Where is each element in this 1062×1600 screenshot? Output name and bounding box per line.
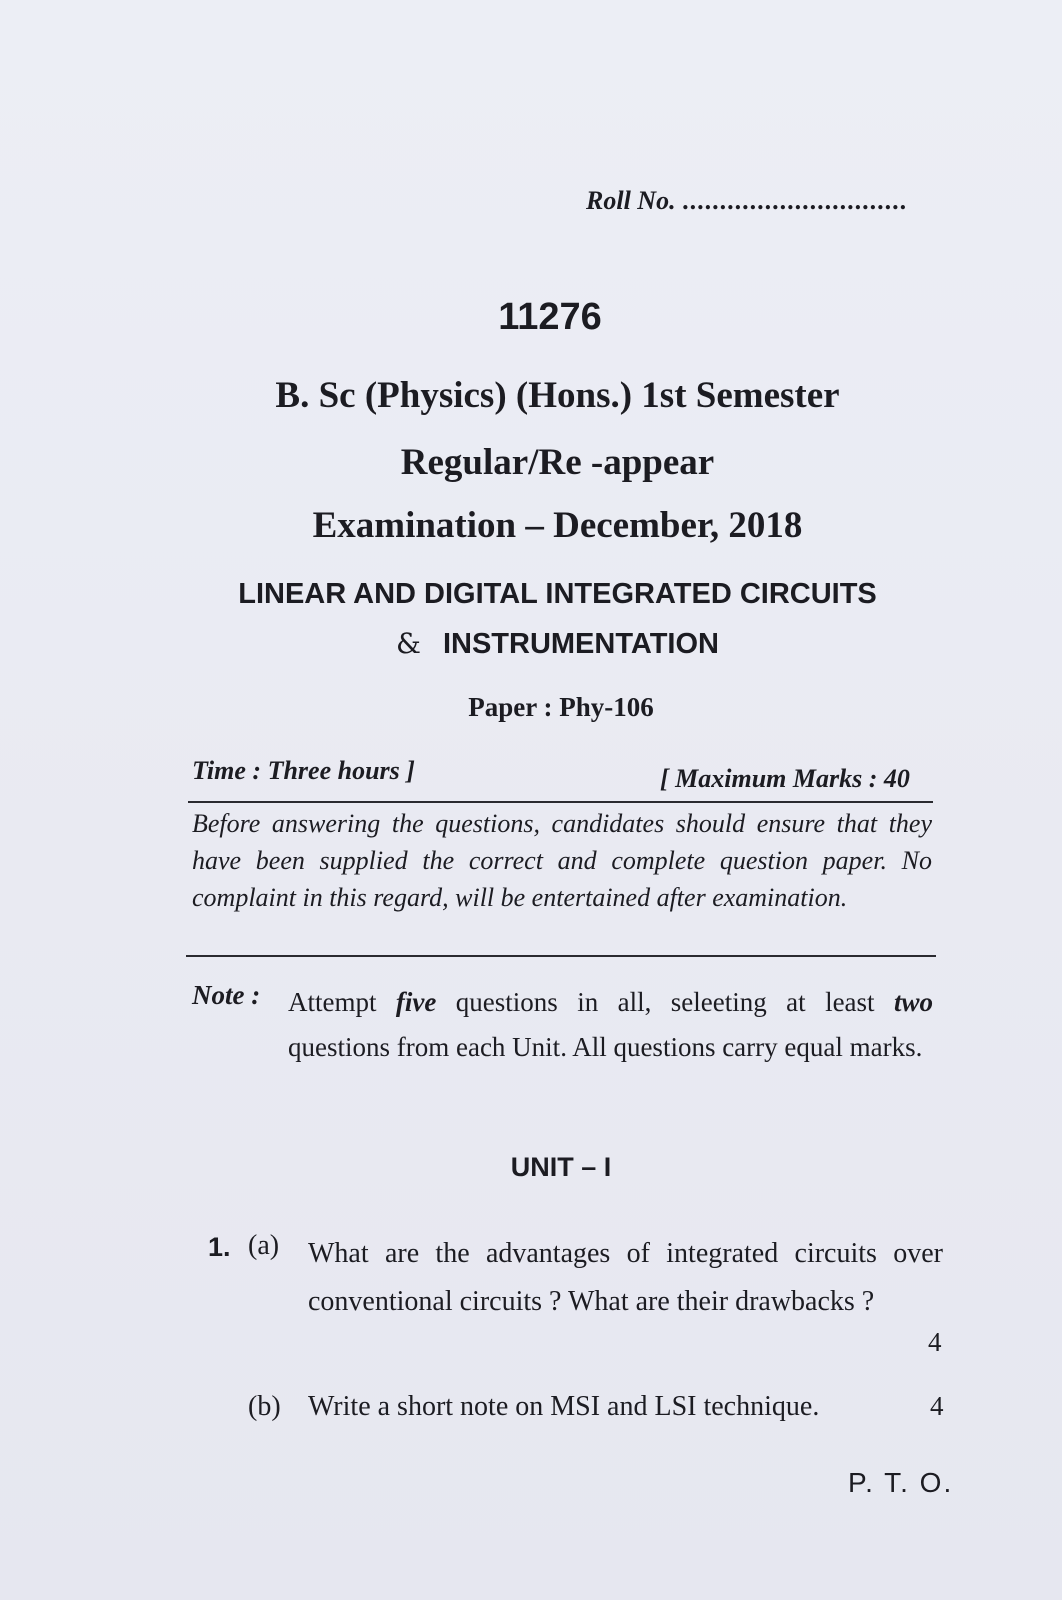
divider-bottom	[186, 955, 936, 957]
roll-number-blank: ..............................	[682, 186, 908, 215]
paper-code: 11276	[498, 296, 602, 338]
note-text-part: questions from each Unit. All questions carry equal marks.	[288, 1032, 923, 1062]
subject-title-text: INSTRUMENTATION	[442, 628, 719, 660]
subject-title-line2	[0, 627, 1062, 661]
question-part-a-text: What are the advantages of integrated circuits over conventional circuits ? What are their drawbacks ?	[308, 1238, 943, 1317]
unit-heading: UNIT – I	[510, 1152, 612, 1182]
question-part-a-label: (a)	[248, 1230, 280, 1261]
ampersand-handwritten: &	[396, 627, 421, 660]
paper-number: Paper : Phy-106	[468, 692, 654, 722]
note-text-part: questions in all, seleeting at least	[436, 987, 894, 1017]
maximum-marks: [ Maximum Marks : 40	[660, 764, 910, 793]
question-number: 1.	[208, 1232, 231, 1262]
question-part-b-text: Write a short note on MSI and LSI technique.	[308, 1391, 820, 1422]
please-turn-over: P. T. O.	[848, 1467, 954, 1498]
note-label: Note :	[192, 980, 261, 1010]
course-title: B. Sc (Physics) (Hons.) 1st Semester	[275, 375, 840, 416]
candidate-instructions: Before answering the questions, candidates should ensure that they have been supplied the correct and complete question paper. No complaint in this regard, will be entertained after examination.	[192, 809, 932, 912]
question-part-b-label: (b)	[248, 1391, 281, 1422]
note-emphasis-two: two	[893, 987, 933, 1017]
roll-number-label: Roll No.	[586, 186, 676, 215]
note-text-part: Attempt	[288, 987, 396, 1017]
question-part-a-marks: 4	[928, 1327, 942, 1357]
question-part-b-marks: 4	[930, 1391, 944, 1421]
exam-session: Examination – December, 2018	[312, 505, 803, 546]
time-allowed: Time : Three hours ]	[192, 756, 415, 785]
roll-number-line	[586, 186, 907, 216]
note-text	[288, 980, 933, 1070]
exam-type: Regular/Re -appear	[400, 442, 715, 483]
note-emphasis-five: five	[395, 987, 437, 1017]
subject-title-line1: LINEAR AND DIGITAL INTEGRATED CIRCUITS	[238, 578, 877, 610]
divider-top	[188, 801, 933, 803]
